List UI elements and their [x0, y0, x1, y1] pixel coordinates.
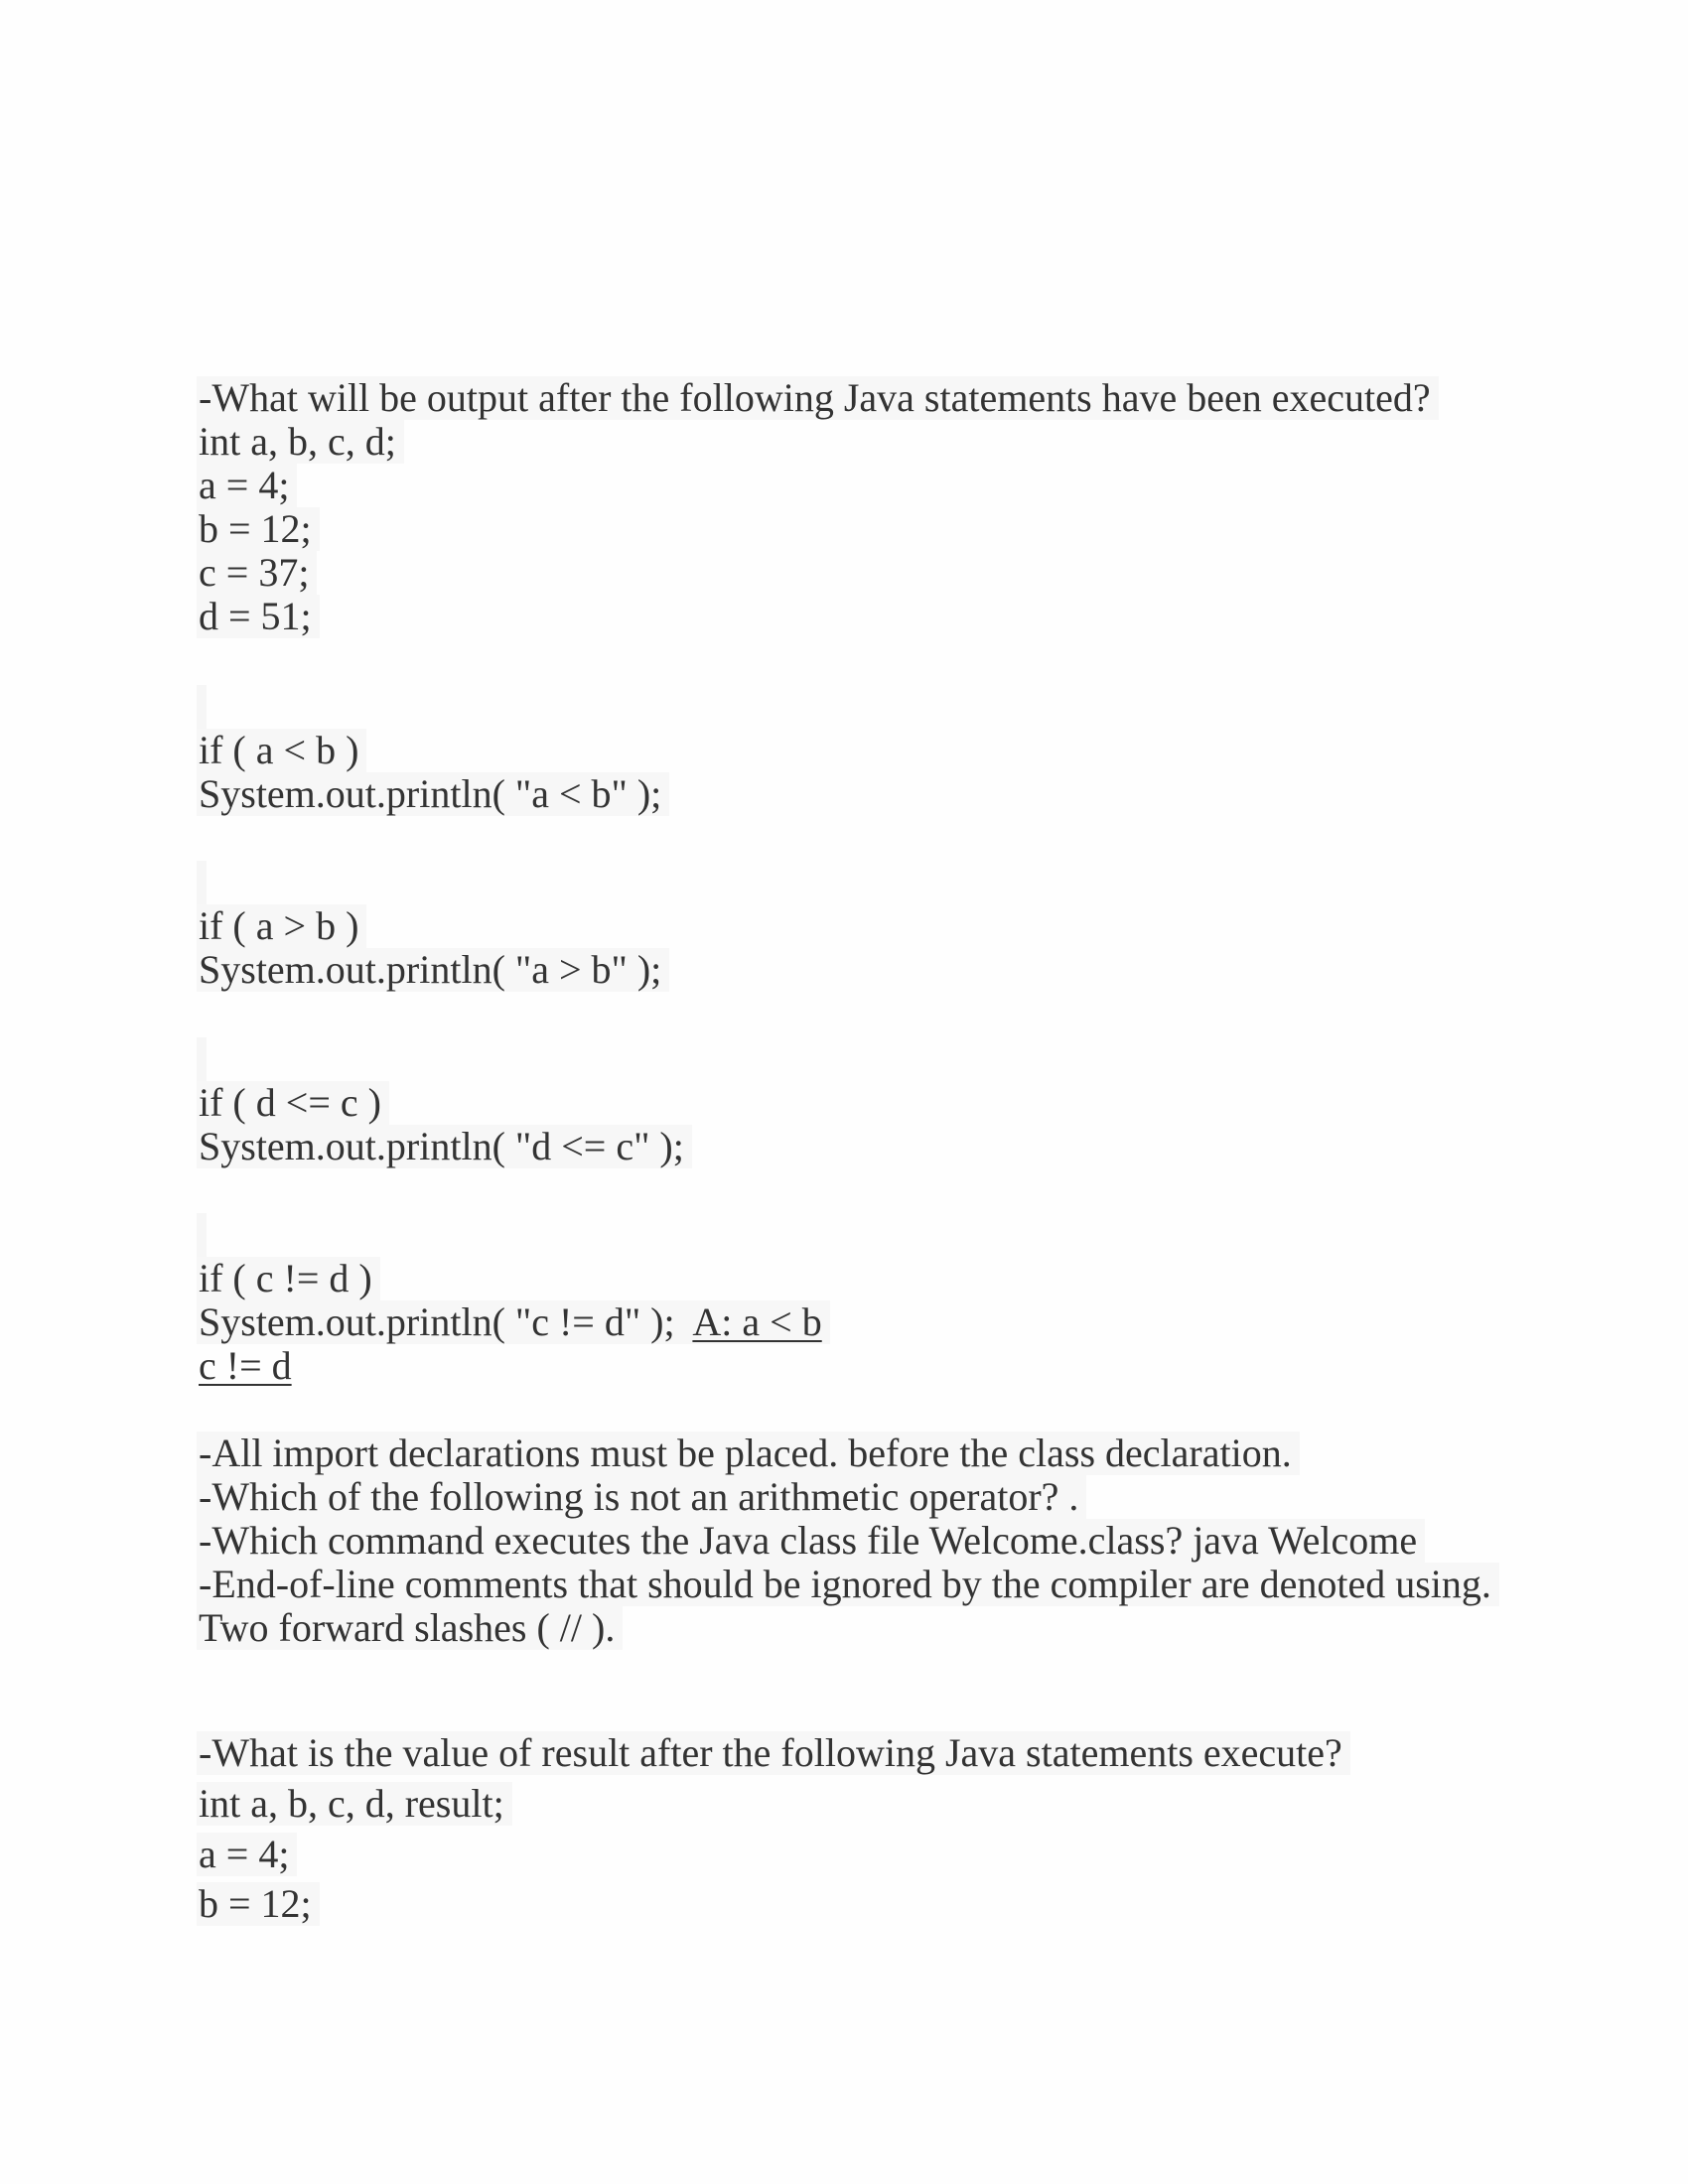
blank-line	[197, 685, 207, 729]
println-statement: System.out.println( "c != d" );	[199, 1299, 675, 1344]
if-condition: if ( a > b )	[197, 904, 366, 948]
answer-continued	[197, 1344, 300, 1388]
println-statement: System.out.println( "a < b" );	[197, 772, 669, 816]
if-condition: if ( c != d )	[197, 1257, 380, 1300]
blank-line	[197, 1213, 207, 1257]
fact-line: -End-of-line comments that should be ignored by the compiler are denoted using.	[197, 1563, 1499, 1606]
code-line: b = 12;	[197, 507, 320, 551]
answer: A: a < b	[692, 1299, 822, 1344]
if-condition: if ( d <= c )	[197, 1081, 389, 1125]
code-line: a = 4;	[197, 464, 297, 507]
println-answer-line	[197, 1300, 830, 1344]
if-condition: if ( a < b )	[197, 729, 366, 772]
question-output: -What will be output after the following Java statements have been executed?	[197, 376, 1439, 420]
blank-line	[197, 1037, 207, 1081]
fact-line: -Which of the following is not an arithmetic operator? .	[197, 1475, 1086, 1519]
fact-line: -All import declarations must be placed. before the class declaration.	[197, 1432, 1300, 1475]
answer-line-2: c != d	[199, 1343, 292, 1388]
fact-line: Two forward slashes ( // ).	[197, 1606, 623, 1650]
println-statement: System.out.println( "a > b" );	[197, 948, 669, 992]
code-line: b = 12;	[197, 1882, 320, 1926]
println-statement: System.out.println( "d <= c" );	[197, 1125, 692, 1168]
code-line: c = 37;	[197, 551, 317, 595]
question-result: -What is the value of result after the following Java statements execute?	[197, 1731, 1350, 1775]
fact-line: -Which command executes the Java class file Welcome.class? java Welcome	[197, 1519, 1425, 1563]
code-line: int a, b, c, d;	[197, 420, 404, 464]
code-line: d = 51;	[197, 595, 320, 638]
blank-line	[197, 861, 207, 904]
code-line: int a, b, c, d, result;	[197, 1782, 512, 1826]
code-line: a = 4;	[197, 1833, 297, 1876]
